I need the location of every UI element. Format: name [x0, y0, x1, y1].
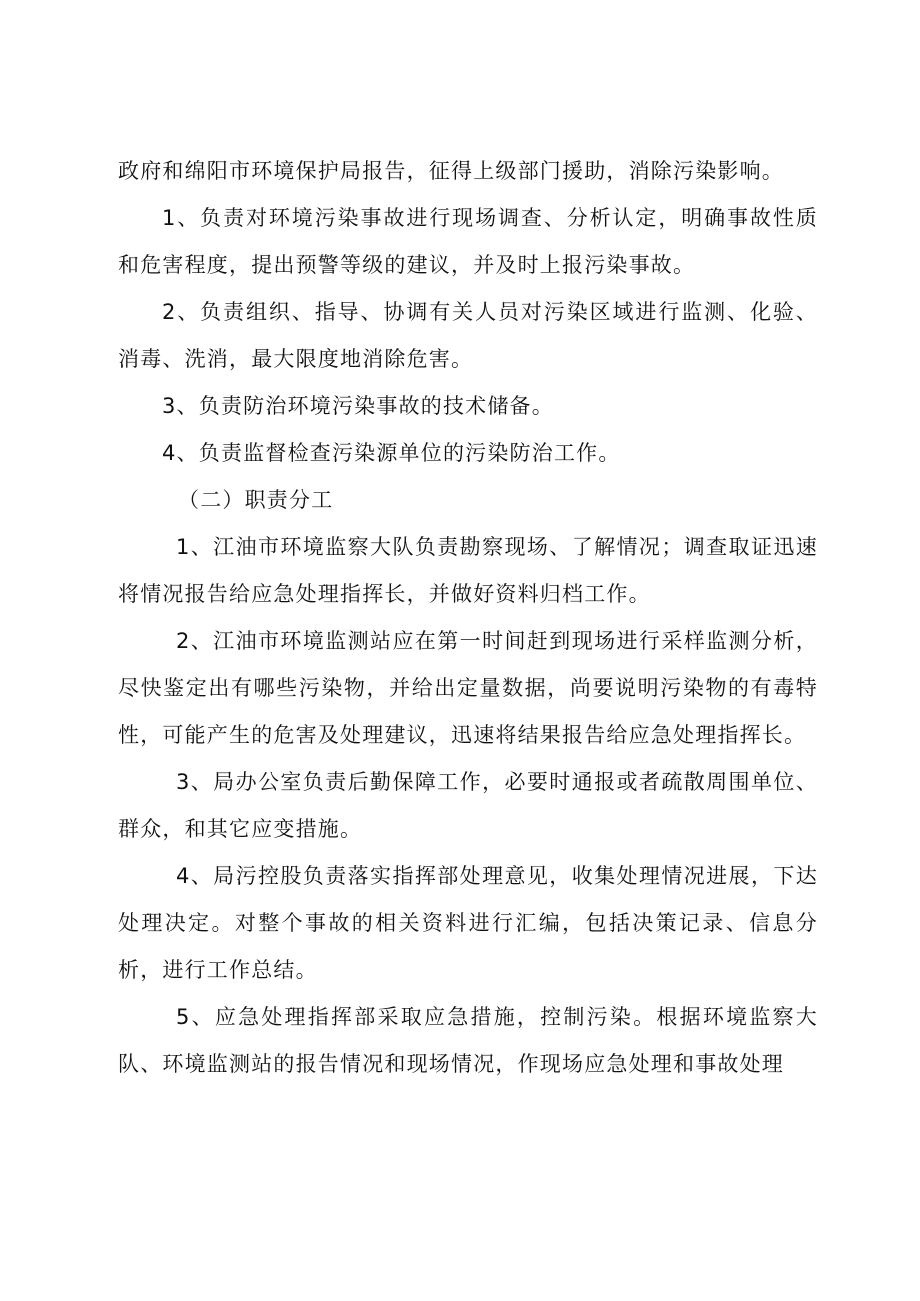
- body-text: [118, 148, 818, 1088]
- duty-item-1: 1、江油市环境监察大队负责勘察现场、了解情况；调查取证迅速将情况报告给应急处理指挥长，并做好资料归档工作。: [118, 535, 818, 606]
- paragraph-item-1: 1、负责对环境污染事故进行现场调查、分析认定，明确事故性质和危害程度，提出预警等级的建议，并及时上报污染事故。: [118, 206, 818, 277]
- paragraph-item-2: 2、负责组织、指导、协调有关人员对污染区域进行监测、化验、消毒、洗消，最大限度地消除危害。: [118, 300, 818, 371]
- paragraph-item-3: 3、负责防治环境污染事故的技术储备。: [162, 394, 554, 418]
- duty-item-3: 3、局办公室负责后勤保障工作，必要时通报或者疏散周围单位、群众，和其它应变措施。: [118, 770, 818, 841]
- section-heading: （二）职责分工: [178, 488, 334, 512]
- paragraph-item-4: 4、负责监督检查污染源单位的污染防治工作。: [162, 441, 621, 465]
- duty-item-2: 2、江油市环境监测站应在第一时间赶到现场进行采样监测分析，尽快鉴定出有哪些污染物，并给出定量数据，尚要说明污染物的有毒特性，可能产生的危害及处理建议，迅速将结果报告给应急处理指挥长。: [118, 629, 818, 747]
- duty-item-4: 4、局污控股负责落实指挥部处理意见，收集处理情况进展，下达处理决定。对整个事故的相关资料进行汇编，包括决策记录、信息分析，进行工作总结。: [118, 864, 818, 982]
- duty-item-5: 5、应急处理指挥部采取应急措施，控制污染。根据环境监察大队、环境监测站的报告情况和现场情况，作现场应急处理和事故处理: [118, 1005, 818, 1076]
- paragraph-continuation: 政府和绵阳市环境保护局报告，征得上级部门援助，消除污染影响。: [118, 159, 784, 183]
